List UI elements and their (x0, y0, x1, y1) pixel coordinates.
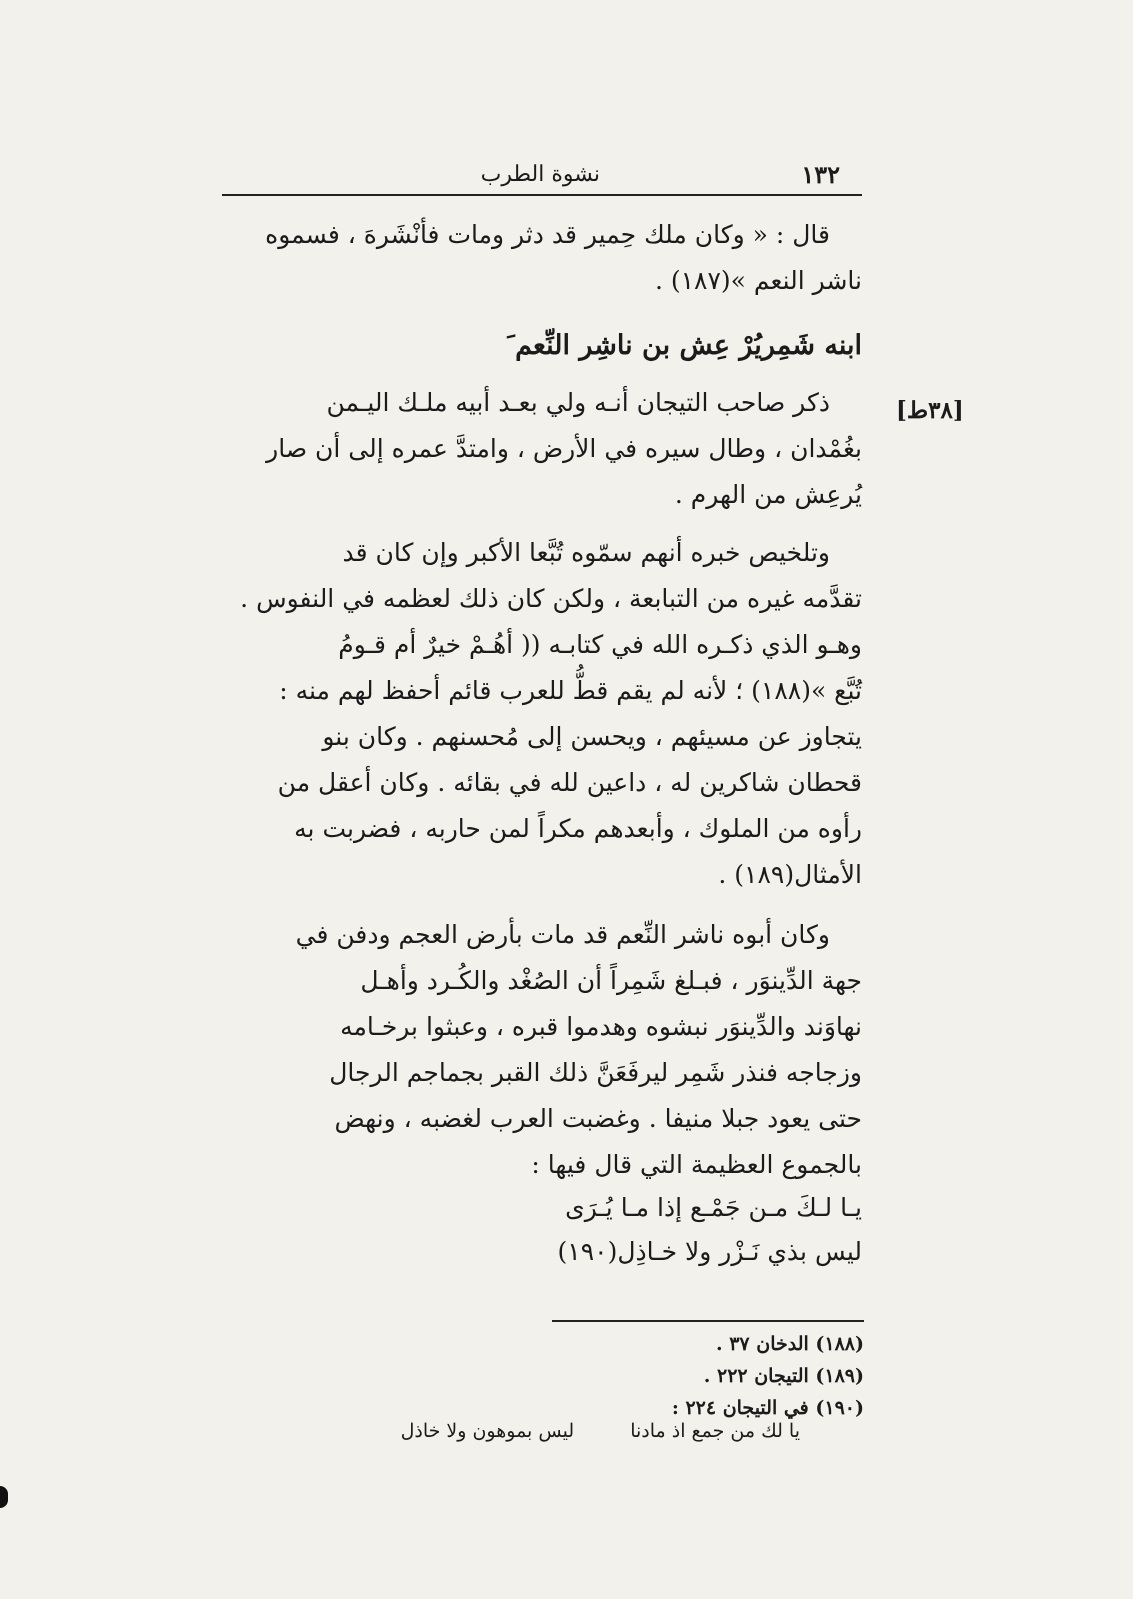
paragraph-3 (222, 912, 862, 1188)
text-line: وهـو الذي ذكـره الله في كتابـه (( أهُـمْ خيرٌ أم قـومُ (338, 630, 862, 659)
text-line: قحطان شاكرين له ، داعين لله في بقائه . وكان أعقل من (277, 768, 862, 797)
text-line: بالجموع العظيمة التي قال فيها : (531, 1150, 862, 1179)
footnote-divider (552, 1320, 864, 1322)
footnote-verse-hemistich-1: يا لك من جمع اذ مادنا (630, 1420, 800, 1442)
text-line: وتلخيص خبره أنهم سمّوه تُبَّعا الأكبر وإن كان قد (342, 538, 830, 567)
footnote-verse (300, 1420, 800, 1442)
text-line: وكان أبوه ناشر النِّعم قد مات بأرض العجم ودفن في (295, 920, 830, 949)
running-title: نشوة الطرب (480, 162, 600, 187)
text-line: جهة الدِّينوَر ، فبـلغ شَمِراً أن الصُغْد والكُـرد وأهـل (360, 966, 862, 995)
verse-hemistich-1: يـا لـكَ مـن جَمْـع إذا مـا يُـرَى (565, 1193, 862, 1222)
text-line: ذكر صاحب التيجان أنـه ولي بعـد أبيه ملـك اليـمن (326, 388, 830, 417)
text-line: الأمثال(١٨٩) . (718, 860, 862, 889)
paragraph-1 (222, 380, 862, 518)
footnote-verse-hemistich-2: ليس بموهون ولا خاذل (400, 1420, 575, 1442)
footnote-189: (١٨٩) التيجان ٢٢٢ . (703, 1365, 864, 1387)
paragraph-2 (222, 530, 862, 898)
text-line: يتجاوز عن مسيئهم ، ويحسن إلى مُحسنهم . وكان بنو (322, 722, 862, 751)
text-line: تُبَّع »(١٨٨) ؛ لأنه لم يقم قطُّ للعرب قائم أحفظ لهم منه : (279, 676, 862, 705)
text-line: نهاوَند والدِّينوَر نبشوه وهدموا قبره ، وعبثوا برخـامه (340, 1012, 862, 1041)
section-heading: ابنه شَمِريُرْ عِش بن ناشِر النِّعم َ (507, 330, 862, 361)
text-line: قال : « وكان ملك حِمير قد دثر ومات فأنْشَرهَ ، فسموه (265, 220, 830, 249)
footnotes (552, 1328, 864, 1424)
verse-hemistich-2: ليس بذي نَـزْر ولا خـاذِل(١٩٠) (557, 1237, 862, 1266)
text-line: تقدَّمه غيره من التبابعة ، ولكن كان ذلك لعظمه في النفوس . (240, 584, 862, 613)
running-header (222, 160, 862, 196)
text-line: رأوه من الملوك ، وأبعدهم مكراً لمن حاربه ، فضربت به (294, 814, 862, 843)
text-line: يُرعِش من الهرم . (674, 480, 862, 509)
page-number: ١٣٢ (801, 160, 840, 189)
text-line: حتى يعود جبلا منيفا . وغضبت العرب لغضبه ، ونهض (334, 1104, 862, 1133)
text-line: ناشر النعم »(١٨٧) . (654, 266, 862, 295)
text-line: وزجاجه فنذر شَمِر ليرفَعَنَّ ذلك القبر بجماجم الرجال (329, 1058, 862, 1087)
footnote-190: (١٩٠) في التيجان ٢٢٤ : (671, 1397, 864, 1419)
footnote-188: (١٨٨) الدخان ٣٧ . (715, 1333, 864, 1355)
scan-edge-mark (0, 1486, 8, 1508)
intro-paragraph (222, 212, 862, 304)
margin-folio-note: [٣٨ط] (896, 397, 964, 424)
verse-block (222, 1186, 862, 1274)
text-line: بغُمْدان ، وطال سيره في الأرض ، وامتدَّ عمره إلى أن صار (266, 434, 862, 463)
section-heading-block (222, 326, 862, 366)
